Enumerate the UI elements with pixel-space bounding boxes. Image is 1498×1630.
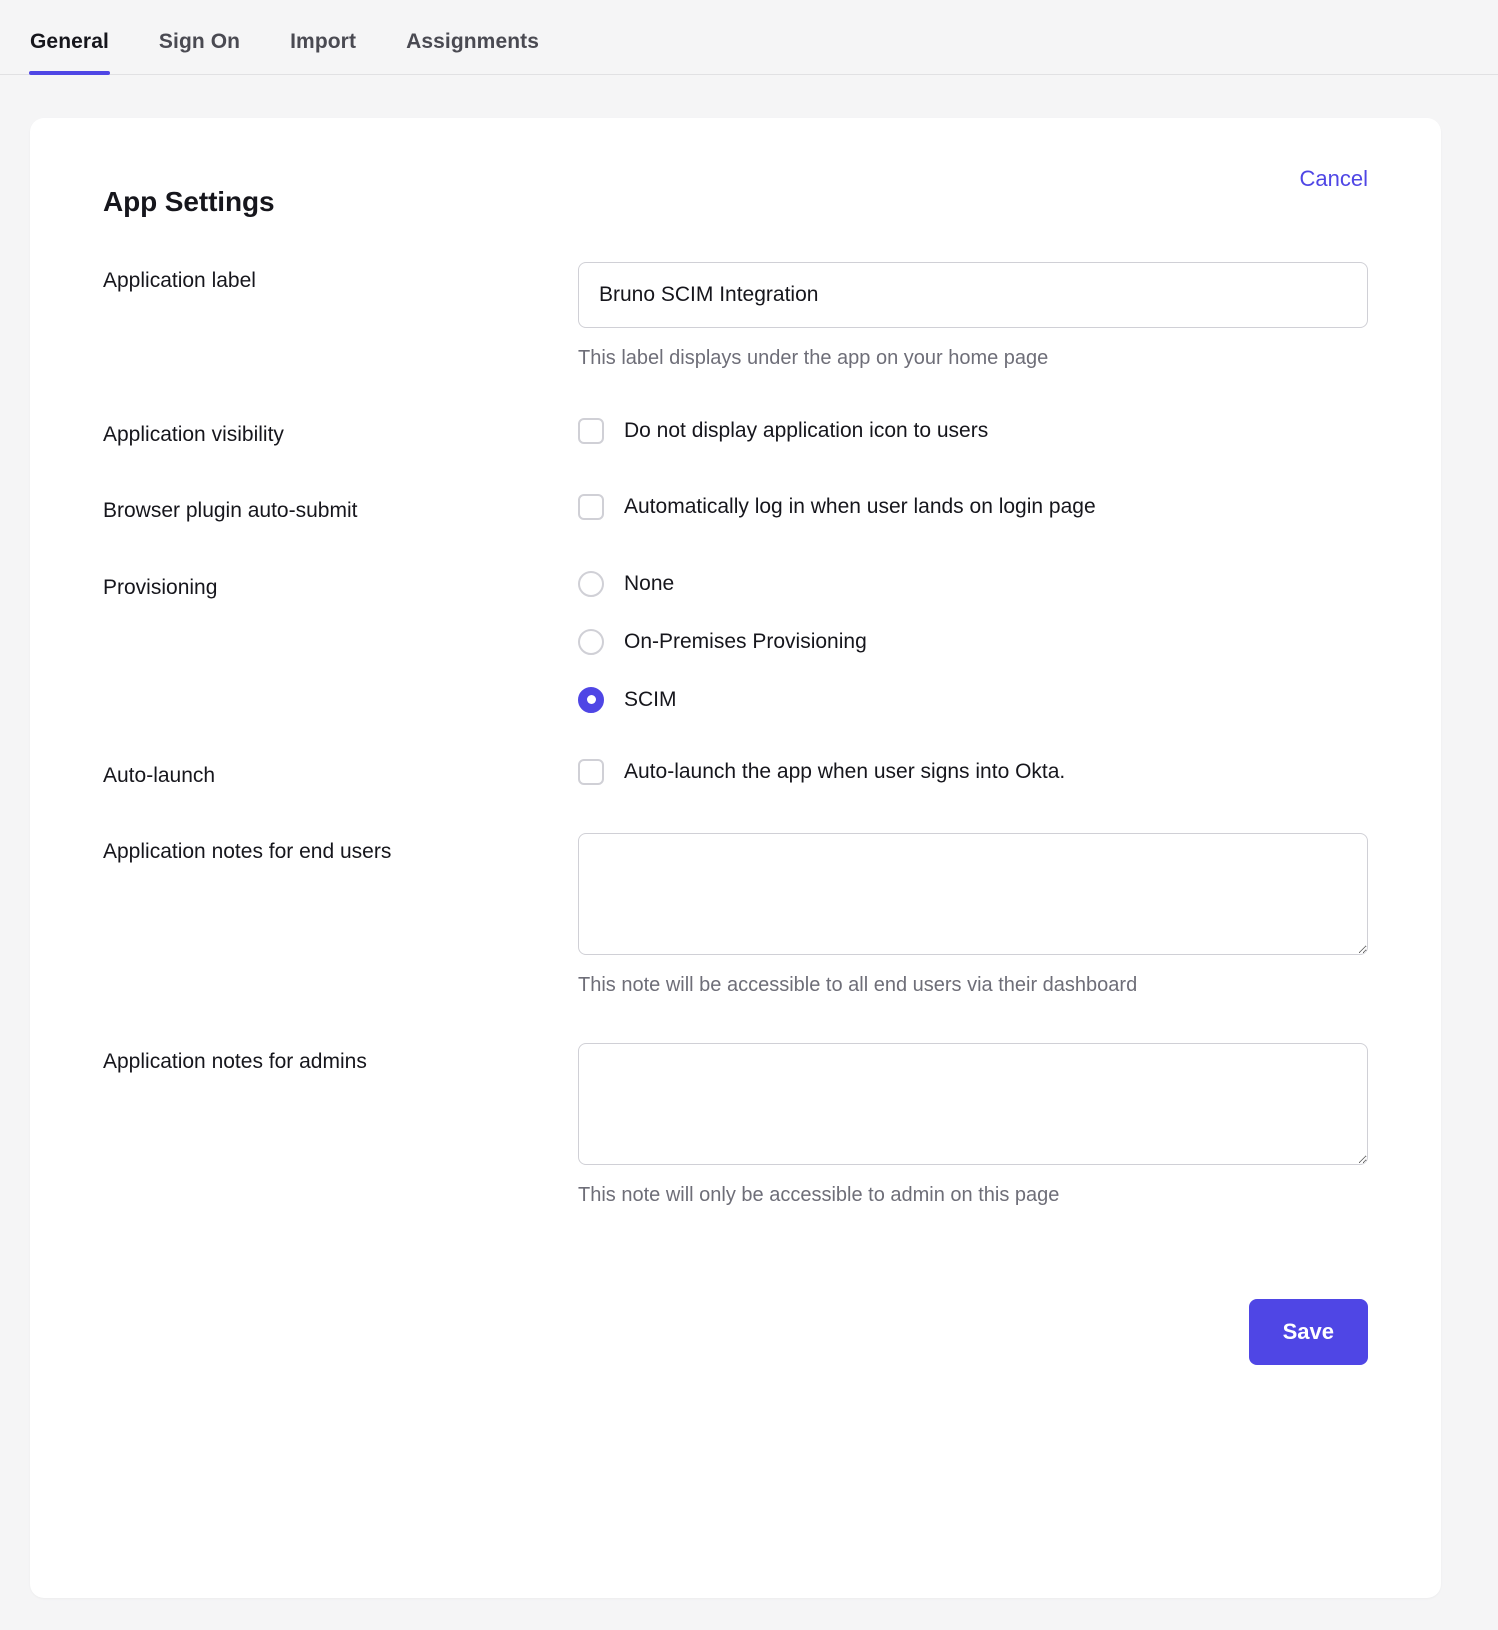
application-visibility-label: Application visibility bbox=[103, 423, 284, 446]
row-application-visibility bbox=[103, 416, 1368, 448]
provisioning-label: Provisioning bbox=[103, 575, 218, 599]
cancel-button[interactable]: Cancel bbox=[1299, 166, 1368, 191]
provisioning-field bbox=[578, 569, 1368, 713]
card-header bbox=[103, 166, 1368, 218]
application-label-input[interactable] bbox=[578, 262, 1368, 328]
tabbar bbox=[0, 0, 1498, 75]
card-footer bbox=[103, 1299, 1368, 1365]
browser-plugin-checkbox-label: Automatically log in when user lands on login page bbox=[624, 495, 1096, 519]
tab-general[interactable]: General bbox=[30, 30, 109, 74]
provisioning-option-on-premises[interactable] bbox=[578, 629, 1368, 655]
application-label-field bbox=[578, 262, 1368, 372]
radio-none-label: None bbox=[624, 571, 675, 595]
page-title: App Settings bbox=[103, 186, 275, 217]
browser-plugin-auto-submit-label: Browser plugin auto-submit bbox=[103, 499, 358, 523]
row-browser-plugin-auto-submit bbox=[103, 492, 1368, 524]
notes-admins-label: Application notes for admins bbox=[103, 1049, 367, 1073]
tab-assignments[interactable]: Assignments bbox=[406, 30, 540, 53]
notes-end-users-textarea[interactable] bbox=[578, 833, 1368, 955]
radio-on-premises[interactable] bbox=[578, 629, 604, 655]
provisioning-option-scim[interactable] bbox=[578, 687, 1368, 713]
application-visibility-field bbox=[578, 416, 1368, 444]
application-visibility-checkbox[interactable] bbox=[578, 418, 604, 444]
row-application-label bbox=[103, 262, 1368, 372]
auto-launch-checkbox-label: Auto-launch the app when user signs into Okta. bbox=[624, 759, 1066, 783]
browser-plugin-checkbox[interactable] bbox=[578, 494, 604, 520]
notes-admins-textarea[interactable] bbox=[578, 1043, 1368, 1165]
row-notes-end-users bbox=[103, 833, 1368, 999]
row-provisioning bbox=[103, 569, 1368, 713]
save-button[interactable]: Save bbox=[1249, 1299, 1368, 1365]
auto-launch-label: Auto-launch bbox=[103, 763, 216, 787]
tab-sign-on[interactable]: Sign On bbox=[158, 30, 241, 53]
auto-launch-checkbox[interactable] bbox=[578, 759, 604, 785]
tab-import[interactable]: Import bbox=[290, 30, 357, 53]
notes-admins-hint: This note will only be accessible to admin on this page bbox=[578, 1183, 1060, 1206]
radio-on-premises-label: On-Premises Provisioning bbox=[624, 629, 867, 653]
notes-end-users-label: Application notes for end users bbox=[103, 839, 392, 863]
row-auto-launch bbox=[103, 757, 1368, 789]
application-visibility-checkbox-row[interactable] bbox=[578, 418, 1368, 444]
provisioning-option-none[interactable] bbox=[578, 571, 1368, 597]
browser-plugin-checkbox-row[interactable] bbox=[578, 494, 1368, 520]
notes-admins-field bbox=[578, 1043, 1368, 1209]
application-visibility-checkbox-label: Do not display application icon to users bbox=[624, 419, 989, 442]
application-label-hint: This label displays under the app on your home page bbox=[578, 347, 1049, 369]
application-label-label: Application label bbox=[103, 269, 256, 292]
notes-end-users-field bbox=[578, 833, 1368, 999]
radio-scim-label: SCIM bbox=[624, 687, 677, 711]
radio-none[interactable] bbox=[578, 571, 604, 597]
notes-end-users-hint: This note will be accessible to all end users via their dashboard bbox=[578, 973, 1138, 996]
radio-scim[interactable] bbox=[578, 687, 604, 713]
row-notes-admins bbox=[103, 1043, 1368, 1209]
browser-plugin-auto-submit-field bbox=[578, 492, 1368, 520]
auto-launch-field bbox=[578, 757, 1368, 785]
provisioning-radio-group bbox=[578, 571, 1368, 713]
app-settings-card bbox=[30, 118, 1441, 1598]
auto-launch-checkbox-row[interactable] bbox=[578, 759, 1368, 785]
